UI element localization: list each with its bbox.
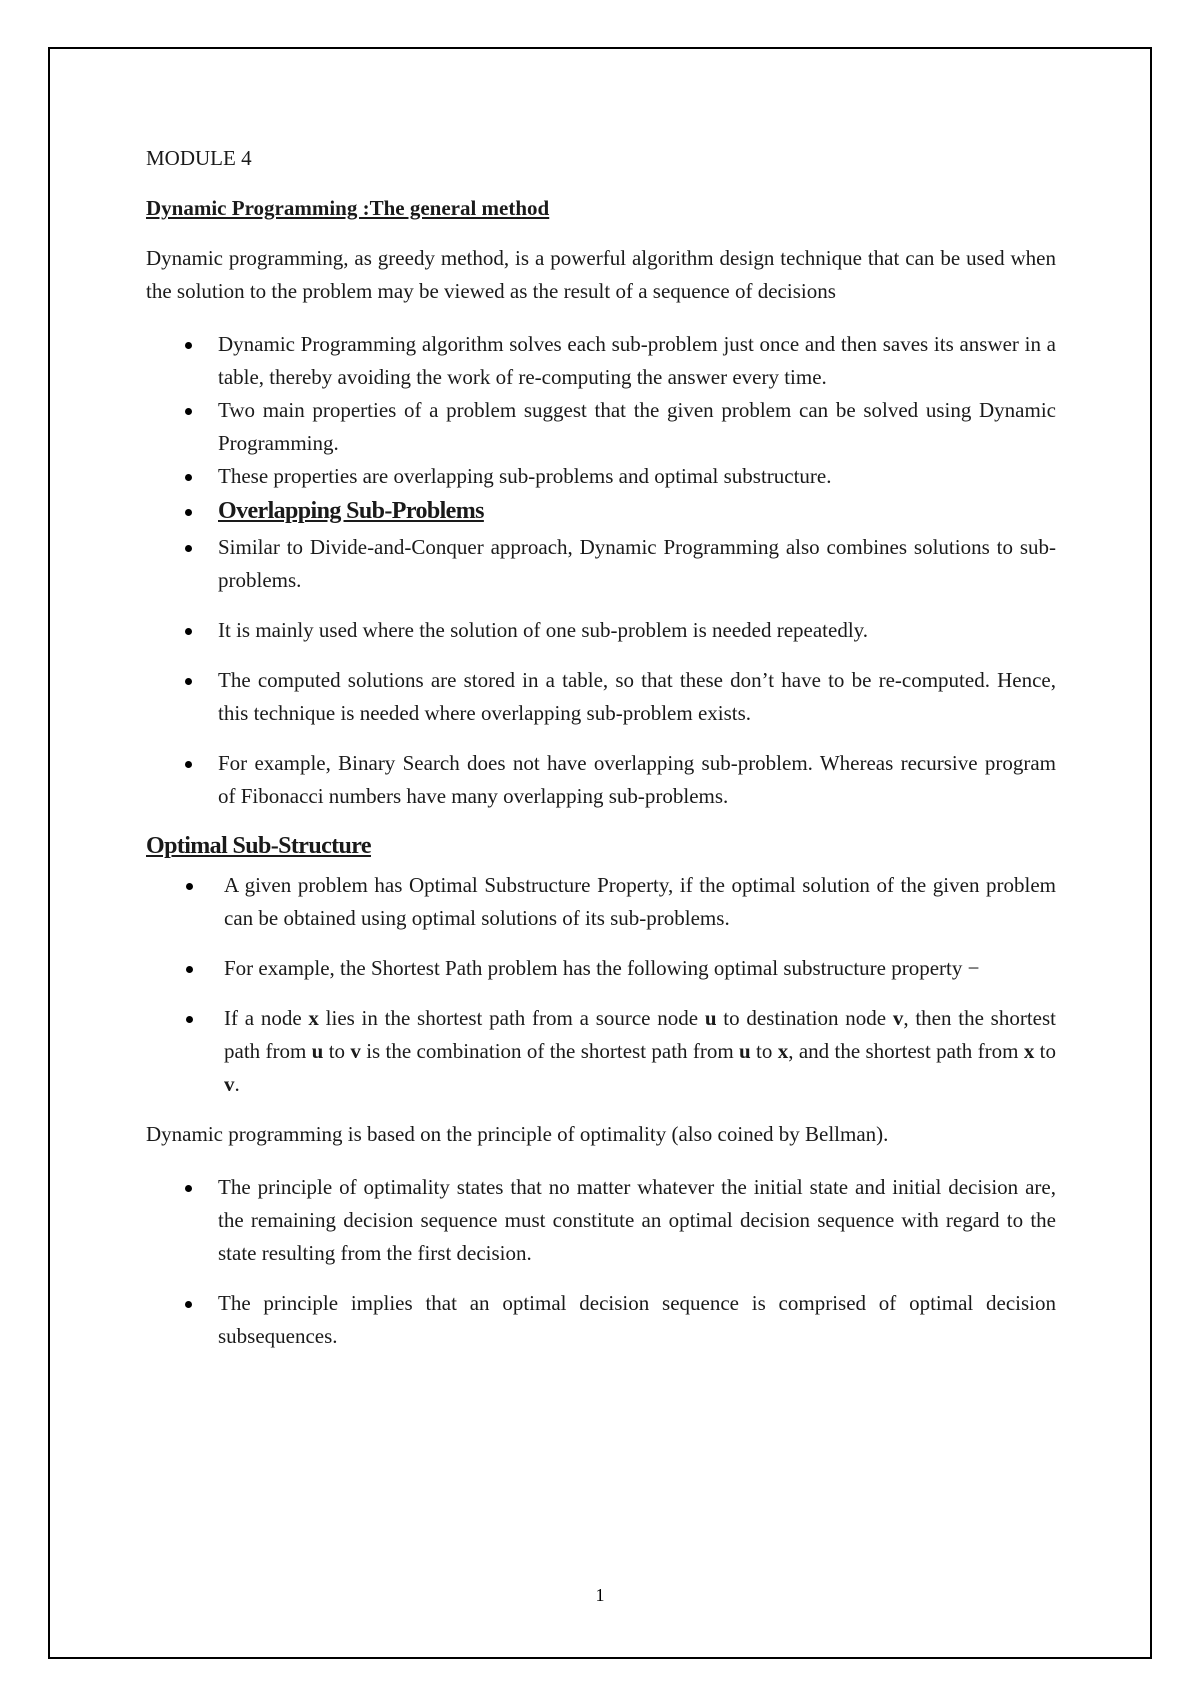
principle-bullet-list <box>146 1171 1056 1353</box>
bullet-icon <box>186 883 193 890</box>
list-item: Dynamic Programming algorithm solves each sub-problem just once and then saves its answer in a table, thereby avoiding the work of re-computing the answer every time. <box>146 328 1056 394</box>
module-label: MODULE 4 <box>146 146 252 170</box>
optimal-bullet-list <box>146 869 1056 1101</box>
bullet-icon <box>185 474 192 481</box>
optimal-heading: Optimal Sub-Structure <box>146 833 371 859</box>
bullet-icon <box>185 628 192 635</box>
list-item: The principle implies that an optimal decision sequence is comprised of optimal decision subsequences. <box>146 1287 1056 1353</box>
bullet-icon <box>185 1301 192 1308</box>
bullet-icon <box>185 342 192 349</box>
list-item: A given problem has Optimal Substructure Property, if the optimal solution of the given problem can be obtained using optimal solutions of its sub-problems. <box>146 869 1056 935</box>
principle-paragraph: Dynamic programming is based on the principle of optimality (also coined by Bellman). <box>146 1122 889 1146</box>
section-title: Dynamic Programming :The general method <box>146 196 550 220</box>
list-item: The principle of optimality states that no matter whatever the initial state and initial decision are, the remaining decision sequence must constitute an optimal decision sequence with regard to the state resulting from the first decision. <box>146 1171 1056 1270</box>
list-item: The computed solutions are stored in a table, so that these don’t have to be re-computed. Hence, this technique is needed where overlapping sub-problem exists. <box>146 664 1056 730</box>
list-item: For example, the Shortest Path problem has the following optimal substructure property − <box>146 952 1056 985</box>
bullet-icon <box>186 966 193 973</box>
bullet-icon <box>185 678 192 685</box>
intro-bullet-list <box>146 328 1056 528</box>
list-item: Two main properties of a problem suggest that the given problem can be solved using Dynamic Programming. <box>146 394 1056 460</box>
bullet-icon <box>185 1185 192 1192</box>
bullet-icon <box>185 545 192 552</box>
list-item: Similar to Divide-and-Conquer approach, Dynamic Programming also combines solutions to sub-problems. <box>146 531 1056 597</box>
list-item: These properties are overlapping sub-problems and optimal substructure. <box>146 460 1056 493</box>
bullet-icon <box>185 761 192 768</box>
list-item: It is mainly used where the solution of one sub-problem is needed repeatedly. <box>146 614 1056 647</box>
bullet-icon <box>186 1016 193 1023</box>
list-item: For example, Binary Search does not have overlapping sub-problem. Whereas recursive program of Fibonacci numbers have many overlapping sub-problems. <box>146 747 1056 813</box>
document-body <box>146 142 1056 1370</box>
overlapping-heading: Overlapping Sub-Problems <box>218 498 484 524</box>
bullet-icon <box>185 408 192 415</box>
bullet-icon <box>185 509 192 516</box>
intro-paragraph: Dynamic programming, as greedy method, is a powerful algorithm design technique that can be used when the solution to the problem may be viewed as the result of a sequence of decisions <box>146 246 1056 303</box>
overlapping-heading-item <box>146 495 1056 528</box>
page-number: 1 <box>595 1585 605 1605</box>
overlapping-bullet-list <box>146 531 1056 813</box>
shortest-path-item: If a node x lies in the shortest path from a source node u to destination node v, then the shortest path from u to v is the combination of the shortest path from u to x, and the shortest path from x to v. <box>146 1002 1056 1101</box>
